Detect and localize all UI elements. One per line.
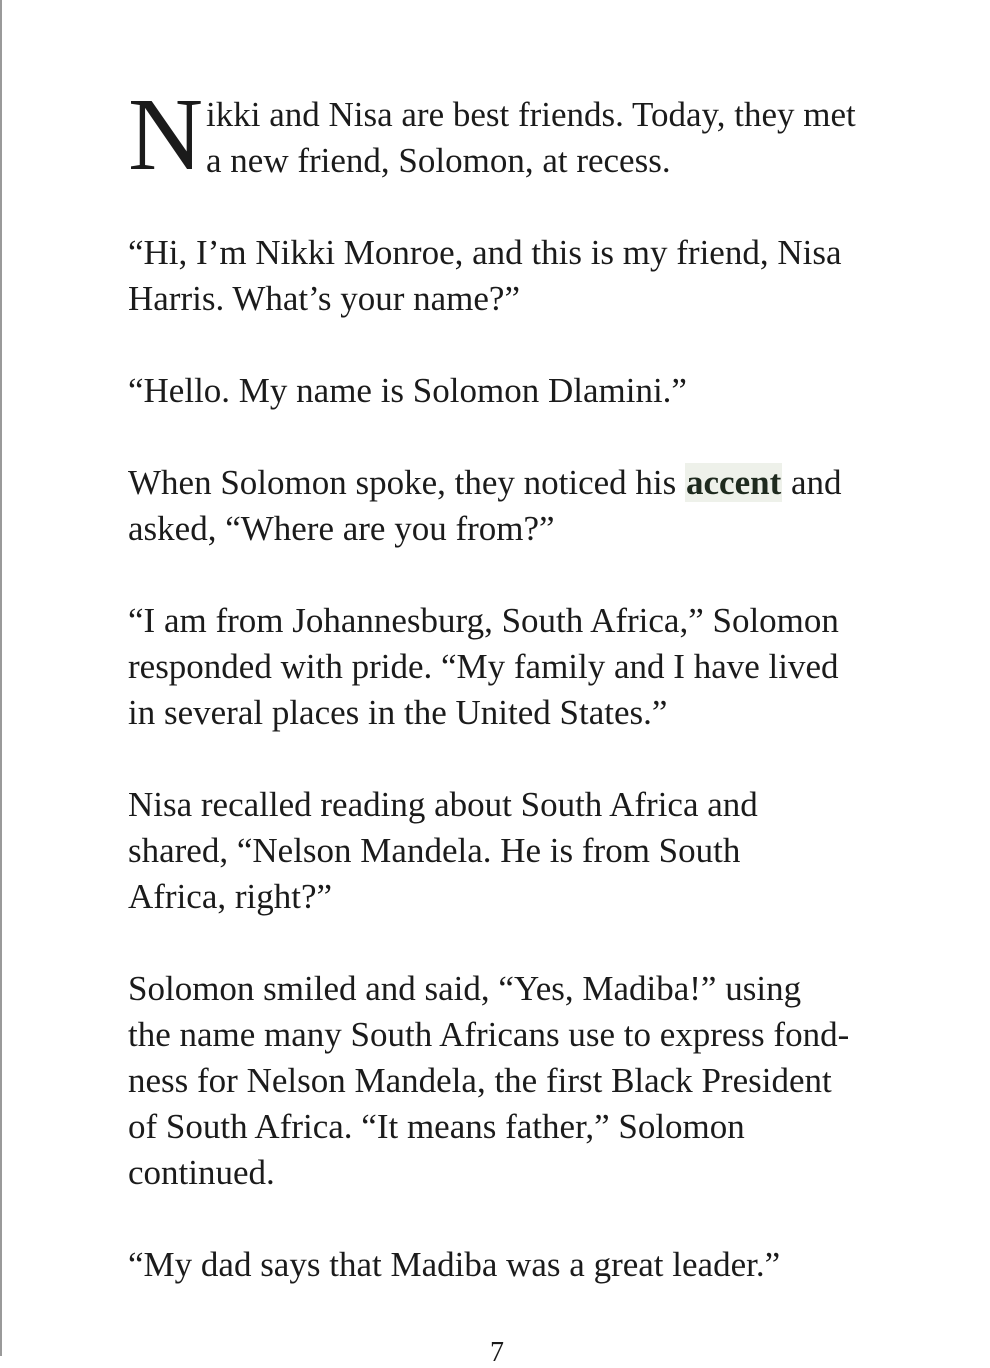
text-line: shared, “Nelson Mandela. He is from South (128, 831, 741, 870)
text-line: the name many South Africans use to express fond- (128, 1015, 850, 1054)
text-line: “Hello. My name is Solomon Dlamini.” (128, 371, 687, 410)
text-line: ness for Nelson Mandela, the first Black President (128, 1061, 832, 1100)
text-line: in several places in the United States.” (128, 693, 668, 732)
text-segment: and (782, 463, 842, 502)
story-text (128, 77, 898, 1334)
text-line: responded with pride. “My family and I have lived (128, 647, 839, 686)
text-line: Solomon smiled and said, “Yes, Madiba!” using (128, 969, 802, 1008)
text-line: ikki and Nisa are best friends. Today, they met (206, 95, 856, 134)
text-line: a new friend, Solomon, at recess. (206, 141, 671, 180)
drop-cap: N (128, 77, 204, 192)
paragraph-madiba (128, 966, 898, 1196)
paragraph-johannesburg (128, 598, 898, 736)
paragraph-greeting (128, 230, 898, 322)
paragraph-great-leader (128, 1242, 898, 1288)
text-line: Harris. What’s your name?” (128, 279, 520, 318)
paragraph-accent (128, 460, 898, 552)
paragraph-solomon-hello (128, 368, 898, 414)
text-line: Africa, right?” (128, 877, 333, 916)
text-segment: When Solomon spoke, they noticed his (128, 463, 686, 502)
text-line: asked, “Where are you from?” (128, 509, 555, 548)
paragraph-nelson-mandela (128, 782, 898, 920)
text-line: continued. (128, 1153, 275, 1192)
text-line: “I am from Johannesburg, South Africa,” Solomon (128, 601, 839, 640)
page-number: 7 (490, 1337, 504, 1368)
text-line: “My dad says that Madiba was a great leader.” (128, 1245, 781, 1284)
text-line (128, 460, 898, 506)
paragraph-intro (128, 77, 898, 192)
vocabulary-word-accent: accent (686, 463, 782, 502)
text-line: Nisa recalled reading about South Africa and (128, 785, 758, 824)
text-line: of South Africa. “It means father,” Solomon (128, 1107, 745, 1146)
text-line: “Hi, I’m Nikki Monroe, and this is my friend, Nisa (128, 233, 842, 272)
